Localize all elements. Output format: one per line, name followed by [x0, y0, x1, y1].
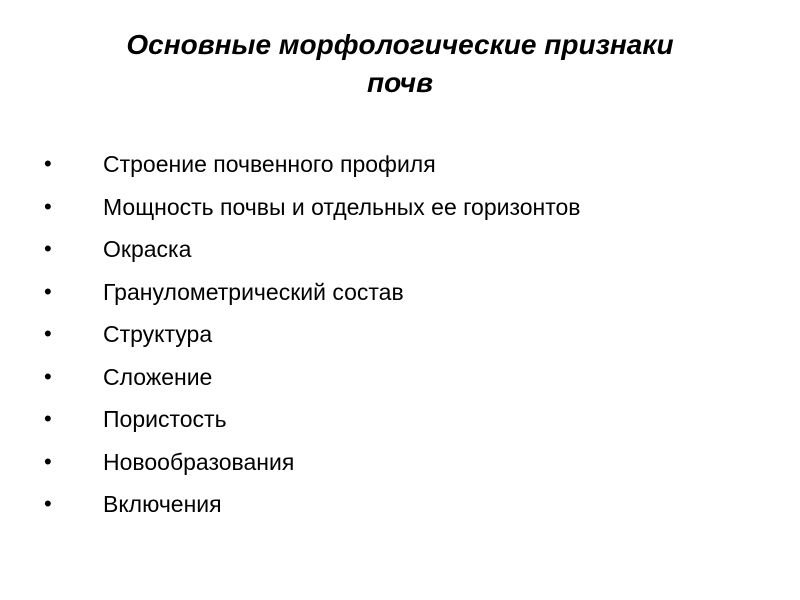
list-item-text: Окраска [103, 236, 192, 262]
list-item-text: Гранулометрический состав [103, 278, 404, 305]
slide-title-line-2: почв [366, 67, 434, 98]
list-item [0, 188, 800, 231]
bullet-icon: • [44, 491, 52, 516]
list-item [0, 443, 800, 486]
list-item-text: Включения [103, 491, 222, 517]
list-item-text: Структура [103, 321, 213, 347]
list-item [0, 230, 800, 273]
list-item [0, 400, 800, 443]
list-item [0, 273, 800, 316]
list-item [0, 145, 800, 188]
list-item [0, 358, 800, 401]
list-item-text: Сложение [103, 363, 213, 390]
bullet-icon: • [44, 406, 52, 431]
slide-title-line-1: Основные морфологические признаки [126, 29, 674, 60]
list-item-text: Пористость [103, 406, 227, 432]
list-item-text: Мощность почвы и отдельных ее горизонтов [103, 193, 581, 220]
bullet-icon: • [44, 236, 52, 261]
slide-title [40, 26, 760, 102]
list-item [0, 485, 800, 528]
bullet-icon: • [44, 193, 52, 219]
list-item-text: Новообразования [103, 448, 295, 475]
bullet-icon: • [44, 363, 52, 389]
list-item-text: Строение почвенного профиля [103, 151, 436, 177]
bullet-list [0, 145, 800, 528]
bullet-icon: • [44, 151, 52, 176]
bullet-icon: • [44, 278, 52, 304]
bullet-icon: • [44, 448, 52, 474]
bullet-icon: • [44, 321, 52, 346]
list-item [0, 315, 800, 358]
